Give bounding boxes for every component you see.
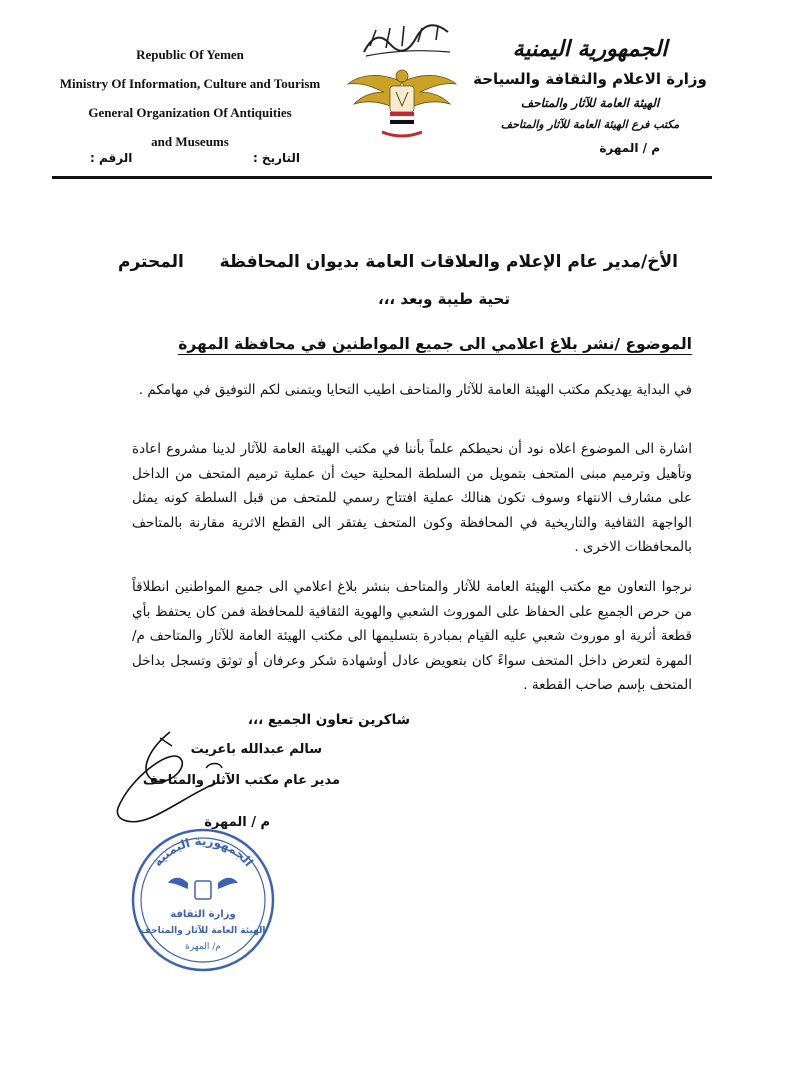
respect-text: المحترم [118, 252, 184, 272]
greeting: تحية طيبة وبعد ،،، [378, 290, 510, 308]
stamp-inner-line1: وزارة الثقافة [170, 909, 236, 920]
signatory-title: مدير عام مكتب الآثار والمتاحف [142, 773, 340, 788]
header-en-line2: Ministry Of Information, Culture and Tourism [59, 76, 321, 91]
header-english [40, 40, 340, 156]
ref-label: الرقم : [90, 151, 133, 165]
date-ref-line [90, 151, 300, 165]
header-ar-line3: الهيئة العامة للآثار والمتاحف [520, 96, 660, 110]
date-label: التاريخ : [252, 151, 300, 165]
handwritten-signature [110, 728, 240, 828]
header-divider [52, 176, 712, 179]
salutation-line [118, 252, 678, 272]
subject-line: الموضوع /نشر بلاغ اعلامي الى جميع المواطنين في محافظة المهرة [178, 335, 692, 353]
paragraph-2: اشارة الى الموضوع اعلاه نود أن نحيطكم علماً بأننا في مكتب الهيئة العامة للآثار لدينا مشروع اعادة وتأهيل وترميم مبنى المتحف بتمويل من السلطة المحلية حيث أن عملية ترميم المتحف من الداخل على مشارف الانتهاء وسوف تكون هنالك عملية افتتاح رسمي للمتحف من قبل السلطة كونه يمثل الواجهة الثقافية والتاريخية في المحافظة وكون المتحف يفتقر الى القطع الاثرية مقارنة بالمتاحف بالمحافظات الاخرى . [132, 441, 692, 555]
signatory-name: سالم عبدالله باعريت [190, 742, 322, 757]
header-ar-line2: وزارة الاعلام والثقافة والسياحة [473, 70, 707, 88]
official-stamp [128, 825, 278, 975]
header-en-line3: General Organization Of Antiquities [88, 105, 292, 120]
signatory-place: م / المهرة [204, 815, 270, 830]
header-ar-line5: م / المهرة [599, 141, 660, 155]
header-en-line4: and Museums [151, 134, 229, 149]
header-ar-line1: الجمهورية اليمنية [512, 36, 668, 62]
header-en-line1: Republic Of Yemen [136, 47, 244, 62]
header-ar-line4: مكتب فرع الهيئة العامة للآثار والمتاحف [500, 118, 680, 131]
paragraph-3: نرجوا التعاون مع مكتب الهيئة العامة للآثار والمتاحف بنشر بلاغ اعلامي الى جميع المواطنين انطلاقاً من حرص الجميع على الحفاظ على الموروث الشعبي والهوية الثقافية للمحافظة فمن كان يحتفظ بأي قطعة أثرية او موروث شعبي عليه القيام بمبادرة بتسليمها الى مكتب الهيئة العامة للآثار والمتاحف م/ المهرة لتعرض داخل المتحف سواءً كان بتعويض عادل أوشهادة شكر وعرفان أو توثق وتسجل بداخل المتحف بإسم صاحب القطعة . [132, 579, 692, 693]
closing-thanks: شاكرين تعاون الجميع ،،، [247, 712, 410, 728]
header-arabic [460, 32, 720, 160]
paragraph-1: في البداية يهديكم مكتب الهيئة العامة للآثار والمتاحف اطيب التحايا ويتمنى لكم التوفيق في مهامكم . [138, 382, 692, 398]
stamp-inner-line3: م/ المهرة [185, 942, 221, 952]
stamp-outer-text: الجمهورية اليمنية [150, 833, 256, 870]
stamp-inner-line2: الهيئة العامة للآثار والمتاحف [140, 926, 266, 936]
salutation-text: الأخ/مدير عام الإعلام والعلاقات العامة بديوان المحافظة [219, 252, 678, 272]
yemen-eagle-emblem-icon [346, 62, 458, 142]
basmala-calligraphy [356, 22, 456, 60]
